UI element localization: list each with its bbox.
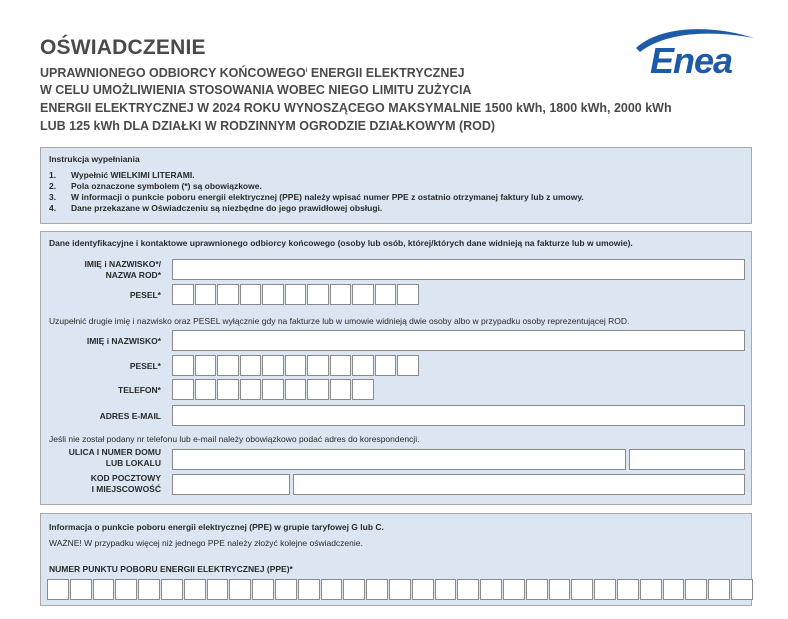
pesel2-cell[interactable] xyxy=(307,355,329,376)
ppe-cell[interactable] xyxy=(115,579,137,600)
ppe-cell[interactable] xyxy=(298,579,320,600)
pesel-cell[interactable] xyxy=(172,284,194,305)
email-label: ADRES E-MAIL xyxy=(99,411,161,421)
ppe-cell[interactable] xyxy=(526,579,548,600)
ppe-cell[interactable] xyxy=(685,579,707,600)
street-input[interactable] xyxy=(172,449,626,470)
pesel-input[interactable] xyxy=(172,284,419,305)
pesel2-cell[interactable] xyxy=(397,355,419,376)
document-title: OŚWIADCZENIE xyxy=(40,36,206,59)
instruction-item: 3. W informacji o punkcie poboru energii elektrycznej (PPE) należy wpisać numer PPE z ostatnio otrzymanej faktury lub z umowy. xyxy=(49,192,584,202)
phone-cell[interactable] xyxy=(172,379,194,400)
phone-cell[interactable] xyxy=(217,379,239,400)
ppe-cell[interactable] xyxy=(138,579,160,600)
ppe-number-input[interactable] xyxy=(47,579,753,600)
ppe-cell[interactable] xyxy=(549,579,571,600)
name-label: IMIĘ i NAZWISKO*/ xyxy=(84,259,161,269)
pesel-cell[interactable] xyxy=(262,284,284,305)
pesel2-cell[interactable] xyxy=(262,355,284,376)
instruction-item: 2. Pola oznaczone symbolem (*) są obowiązkowe. xyxy=(49,181,262,191)
ppe-warning: WAŻNE! W przypadku więcej niż jednego PPE należy złożyć kolejne oświadczenie. xyxy=(49,538,363,548)
instructions-heading: Instrukcja wypełniania xyxy=(49,154,140,164)
identity-panel xyxy=(40,231,752,505)
ppe-cell[interactable] xyxy=(161,579,183,600)
ppe-cell[interactable] xyxy=(617,579,639,600)
phone-input[interactable] xyxy=(172,379,374,400)
contact-note: Jeśli nie został podany nr telefonu lub e-mail należy obowiązkowo podać adres do korespondencji. xyxy=(49,434,420,444)
subtitle-line-2: W CELU UMOŻLIWIENIA STOSOWANIA WOBEC NIEGO LIMITU ZUŻYCIA xyxy=(40,83,472,97)
ppe-cell[interactable] xyxy=(480,579,502,600)
pesel-cell[interactable] xyxy=(285,284,307,305)
postal-label-2: I MIEJSCOWOŚĆ xyxy=(91,484,161,494)
ppe-cell[interactable] xyxy=(70,579,92,600)
phone-cell[interactable] xyxy=(285,379,307,400)
ppe-cell[interactable] xyxy=(708,579,730,600)
pesel2-cell[interactable] xyxy=(330,355,352,376)
ppe-cell[interactable] xyxy=(343,579,365,600)
pesel-cell[interactable] xyxy=(217,284,239,305)
phone-cell[interactable] xyxy=(307,379,329,400)
ppe-number-label: NUMER PUNKTU POBORU ENERGII ELEKTRYCZNEJ (PPE)* xyxy=(49,564,293,574)
phone-label: TELEFON* xyxy=(118,385,161,395)
ppe-cell[interactable] xyxy=(275,579,297,600)
second-person-note: Uzupełnić drugie imię i nazwisko oraz PESEL wyłącznie gdy na fakturze lub w umowie widnieją dwie osoby albo w przypadku osoby reprezentującej ROD. xyxy=(49,316,630,326)
ppe-cell[interactable] xyxy=(252,579,274,600)
ppe-cell[interactable] xyxy=(229,579,251,600)
subtitle-line-4: LUB 125 kWh DLA DZIAŁKI W RODZINNYM OGRODZIE DZIAŁKOWYM (ROD) xyxy=(40,119,496,133)
ppe-cell[interactable] xyxy=(412,579,434,600)
ppe-cell[interactable] xyxy=(207,579,229,600)
phone-cell[interactable] xyxy=(330,379,352,400)
pesel2-cell[interactable] xyxy=(217,355,239,376)
pesel2-input[interactable] xyxy=(172,355,419,376)
subtitle-line-1-end: ENERGII ELEKTRYCZNEJ xyxy=(307,66,465,80)
ppe-cell[interactable] xyxy=(435,579,457,600)
email-input[interactable] xyxy=(172,405,745,426)
pesel2-cell[interactable] xyxy=(195,355,217,376)
name2-label: IMIĘ i NAZWISKO* xyxy=(86,336,161,346)
ppe-cell[interactable] xyxy=(640,579,662,600)
pesel-cell[interactable] xyxy=(330,284,352,305)
ppe-cell[interactable] xyxy=(47,579,69,600)
identity-heading: Dane identyfikacyjne i kontaktowe uprawnionego odbiorcy końcowego (osoby lub osób, której/których dane widnieją na fakturze lub w umowie). xyxy=(49,238,633,248)
pesel-label: PESEL* xyxy=(129,290,161,300)
instruction-item: 4. Dane przekazane w Oświadczeniu są niezbędne do jego prawidłowej obsługi. xyxy=(49,203,383,213)
phone-cell[interactable] xyxy=(352,379,374,400)
postal-code-input[interactable] xyxy=(172,474,290,495)
phone-cell[interactable] xyxy=(240,379,262,400)
pesel2-cell[interactable] xyxy=(375,355,397,376)
ppe-cell[interactable] xyxy=(389,579,411,600)
city-input[interactable] xyxy=(293,474,745,495)
ppe-cell[interactable] xyxy=(457,579,479,600)
phone-cell[interactable] xyxy=(262,379,284,400)
ppe-cell[interactable] xyxy=(594,579,616,600)
pesel2-label: PESEL* xyxy=(129,361,161,371)
pesel2-cell[interactable] xyxy=(352,355,374,376)
ppe-cell[interactable] xyxy=(366,579,388,600)
street-label: ULICA I NUMER DOMU xyxy=(68,447,161,457)
pesel2-cell[interactable] xyxy=(285,355,307,376)
ppe-cell[interactable] xyxy=(731,579,753,600)
name-input[interactable] xyxy=(172,259,745,280)
house-number-input[interactable] xyxy=(629,449,745,470)
ppe-cell[interactable] xyxy=(321,579,343,600)
pesel-cell[interactable] xyxy=(240,284,262,305)
postal-label: KOD POCZTOWY xyxy=(90,473,161,483)
enea-logo: Enea xyxy=(650,40,733,81)
pesel-cell[interactable] xyxy=(397,284,419,305)
ppe-panel xyxy=(40,513,752,606)
subtitle-line-1 xyxy=(40,66,465,80)
ppe-heading: Informacja o punkcie poboru energii elektrycznej (PPE) w grupie taryfowej G lub C. xyxy=(49,522,384,532)
pesel2-cell[interactable] xyxy=(172,355,194,376)
subtitle-line-1-text: UPRAWNIONEGO ODBIORCY KOŃCOWEGO xyxy=(40,66,306,80)
ppe-cell[interactable] xyxy=(184,579,206,600)
instructions-panel xyxy=(40,147,752,224)
name2-input[interactable] xyxy=(172,330,745,351)
pesel-cell[interactable] xyxy=(307,284,329,305)
street-label-2: LUB LOKALU xyxy=(105,458,161,468)
pesel-cell[interactable] xyxy=(195,284,217,305)
instruction-item: 1. Wypełnić WIELKIMI LITERAMI. xyxy=(49,170,195,180)
ppe-cell[interactable] xyxy=(571,579,593,600)
pesel-cell[interactable] xyxy=(352,284,374,305)
name-label-2: NAZWA ROD* xyxy=(105,270,161,280)
ppe-cell[interactable] xyxy=(663,579,685,600)
ppe-cell[interactable] xyxy=(93,579,115,600)
pesel2-cell[interactable] xyxy=(240,355,262,376)
ppe-cell[interactable] xyxy=(503,579,525,600)
subtitle-line-3: ENERGII ELEKTRYCZNEJ W 2024 ROKU WYNOSZĄCEGO MAKSYMALNIE 1500 kWh, 1800 kWh, 2000 kWh xyxy=(40,101,672,115)
footnote-marker: i xyxy=(305,67,308,74)
phone-cell[interactable] xyxy=(195,379,217,400)
pesel-cell[interactable] xyxy=(375,284,397,305)
